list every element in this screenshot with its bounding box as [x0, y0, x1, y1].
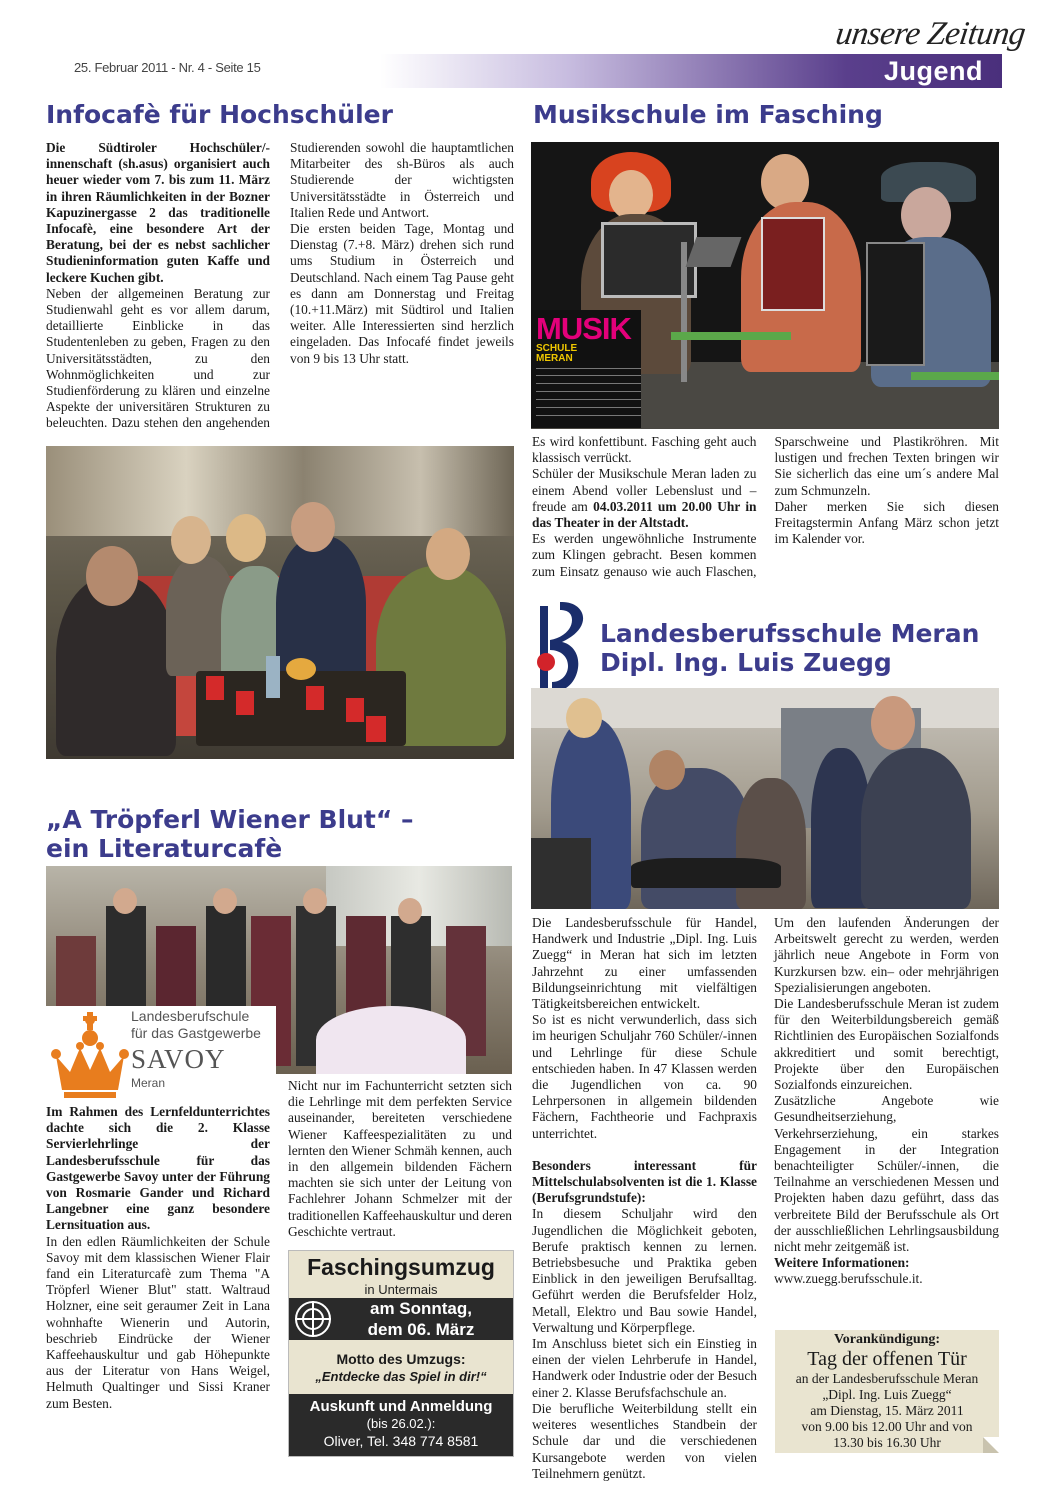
article-lead: Im Rahmen des Lernfeldunterrichtes dachte sich die 2. Klasse Servierlehrlinge der Landesberufsschule für das Gastgewerbe Savoy unter der Führung von Rosmarie Gander und Richard Langebner eine ganz besondere Lernsituation aus.	[46, 1104, 270, 1233]
paragraph: Es werden ungewöhnliche Instrumente zum Klingen gebracht. Besen kommen zum Einsatz genauso wie auch Flaschen, Sparschweine und Plastikröhren. Mit lustigen und frechen Texten bringen wir Sie sicherlich das eine um´s andere Mal zum Schmunzeln.	[532, 434, 999, 579]
title-line: „A Tröpferl Wiener Blut“ –	[46, 805, 414, 834]
ad-info-contact: Oliver, Tel. 348 774 8581	[323, 1433, 479, 1449]
logo-text: für das Gastgewerbe	[131, 1025, 261, 1041]
logo-text: Landesberufschule	[131, 1008, 250, 1024]
paragraph: Die berufliche Weiterbildung stellt ein weiteres wesentliches Standbein der Schule dar und die verschiedenen Kursangebote werden von vielen Teilnehmern genützt.	[532, 1400, 757, 1481]
article-title: Infocafè für Hochschüler	[46, 100, 393, 129]
article-body-col1	[46, 1104, 270, 1412]
paragraph: Nicht nur im Fachunterricht setzten sich die Lehrlinge mit dem perfekten Service auseinander, bereiteten verschiedene Wiener Kaffeespezialitäten zu und lernten den Wiener Schmäh kennen, auch in den allgemein bildenden Fächern machten sie sich unter der Leitung von Fachlehrer Johann Schmelzer mit der traditionellen Kaffeehauskultur und deren Geschichte vertraut.	[288, 1078, 512, 1239]
ad-place: in Untermais	[364, 1282, 438, 1297]
article-body	[532, 434, 999, 582]
article-title: Musikschule im Fasching	[533, 100, 883, 129]
ad-line: 13.30 bis 16.30 Uhr	[833, 1435, 941, 1450]
ad-title: Faschingsumzug	[307, 1254, 495, 1280]
paragraph: Daher merken Sie sich diesen Freitagstermin Anfang März schon jetzt im Kalender vor.	[774, 498, 999, 547]
ad-date	[329, 1298, 513, 1340]
paragraph: Es wird konfettibunt. Fasching geht auch klassisch verrückt.	[532, 434, 757, 466]
target-icon	[293, 1299, 333, 1339]
event-date: 04.03.2011 um 20.00 Uhr in das Theater in der Altstadt.	[532, 498, 757, 531]
paragraph: In den edlen Räumlichkeiten der Schule Savoy mit dem klassischen Wiener Flair fand ein Literaturcafè zum Thema "A Tröpferl Wiener Blut" statt. Waltraud Holzner, eine seit geraumer Zeit in Lana wohnhafte Wienerin und Autorin, beschrieb Eindrücke der Wiener Kaffeehauskultur und gab Höhepunkte aus der Literatur von Hans Weigel, Helmuth Qualtinger und Sissi Kraner zum Besten.	[46, 1233, 270, 1411]
logo-city: Meran	[131, 1076, 166, 1090]
more-info-label: Weitere Informationen:	[774, 1255, 910, 1271]
website-link[interactable]: www.zuegg.berufsschule.it.	[774, 1271, 923, 1287]
ad-line: am Dienstag, 15. März 2011	[810, 1403, 964, 1418]
ad-info-title: Auskunft und Anmeldung	[309, 1398, 493, 1415]
article-title	[46, 805, 414, 863]
ad-motto-label: Motto des Umzugs:	[336, 1351, 466, 1367]
ad-line: von 9.00 bis 12.00 Uhr and von	[801, 1419, 973, 1434]
ad-date-line: am Sonntag,	[369, 1299, 472, 1318]
paragraph: Im Anschluss bietet sich ein Einstieg in einen der vielen Lehrberufe in Handel, Handwerk oder Industrie oder der Besuch einer 2. Klasse Berufsfachschule an.	[532, 1336, 757, 1400]
title-line: Landesberufsschule Meran	[600, 619, 980, 648]
logo-text: MERAN	[536, 353, 573, 364]
title-line: ein Literaturcafè	[46, 834, 283, 863]
paragraph: Zusätzliche Angebote wie Gesundheitserziehung, Verkehrserziehung, ein starkes Engagement in der Integration benachteiligter Schüler/-innen, die Teilnahme an verschiedenen Messen und Projekten haben dazu geführt, dass das verbreitete Bild der Berufsschule als Ort der ausschließlichen Lehrlingsausbildung nicht mehr zeitgemäß ist.	[774, 1093, 999, 1255]
page-curl	[983, 1437, 999, 1453]
ad-motto: „Entdecke das Spiel in dir!“	[315, 1369, 487, 1384]
ad-faschingsumzug	[288, 1250, 514, 1457]
section-title: Jugend	[884, 56, 984, 86]
article-body-col2	[288, 1078, 512, 1240]
article-body-col2	[774, 915, 999, 1288]
school-logo-icon	[532, 598, 594, 696]
logo-text: MUSIK	[536, 311, 631, 346]
photo-musicians-stage	[531, 142, 999, 429]
paragraph: So ist es nicht verwunderlich, dass sich im heurigen Schuljahr 760 Schüler/-innen und Lehrlinge für diese Schule entschieden haben. In 47 Klassen werden die Jugendlichen von ca. 90 Lehrpersonen in allgemein bildenden Fächern, Fachtheorie und Fachpraxis unterrichtet.	[532, 1012, 757, 1141]
title-line: Dipl. Ing. Luis Zuegg	[600, 648, 892, 677]
ad-kicker: Vorankündigung:	[833, 1332, 941, 1347]
article-body	[46, 140, 514, 440]
ad-date-line: dem 06. März	[367, 1320, 475, 1339]
savoy-logo	[46, 1006, 276, 1100]
paragraph: Die Landesberufsschule für Handel, Handwerk und Industrie „Dipl. Ing. Luis Zuegg“ in Meran hat sich im letzten Jahrzehnt zu einer umfassenden Bildungseinrichtung mit vielfältigen Tätigkeitsbereichen entwickelt.	[532, 915, 757, 1012]
dateline: 25. Februar 2011 - Nr. 4 - Seite 15	[74, 60, 261, 75]
article-title	[600, 619, 979, 677]
crown-icon	[50, 1008, 130, 1100]
ad-title: Tag der offenen Tür	[807, 1348, 967, 1370]
ad-tag-der-offenen-tuer	[775, 1330, 999, 1453]
photo-students-infocafe	[46, 446, 514, 759]
paragraph: Neben der allgemeinen Beratung zur Studienwahl geht es vor allem darum, detaillierte Einblicke in das Studentenleben zu geben, Fragen zu den Universitätsstädten, zu den Wohnmöglichkeiten und zur Studienförderung zu klären und einzelne Aspekte der universitären Strukturen zu beleuchten. Dazu stehen den angehenden Studierenden sowohl die hauptamtlichen Mitarbeiter des sh-Büros als auch Studierende der wichtigsten Universitätsstädte in Österreich und Italien Rede und Antwort.	[46, 140, 514, 431]
paragraph: Um den laufenden Änderungen der Arbeitswelt gerecht zu werden, werden jährlich neue Angebote in Form von Kurzkursen bzw. ein– oder mehrjährigen Spezialisierungen angeboten.	[774, 915, 999, 995]
paragraph: Die Landesberufsschule Meran ist zudem für den Weiterbildungsbereich gemäß Richtlinien des Europäischen Sozialfonds akkreditiert und somit berechtigt, Projekte über den Europäischen Sozialfonds einzureichen.	[774, 996, 999, 1093]
ad-line: an der Landesberufsschule Meran	[795, 1371, 979, 1386]
photo-workshop	[531, 688, 999, 909]
article-lead: Die Südtiroler Hochschüler/-innenschaft (sh.asus) organisiert auch heuer wieder vom 7. bis zum 11. März in ihren Räumlichkeiten in der Bozner Kapuzinergasse 2 das traditionelle Infocafè, eine besondere Art der Beratung, bei der es nebst sachlicher Studieninformation guten Kaffe und leckere Kuchen gibt.	[46, 140, 270, 285]
paragraph: Schüler der Musikschule Meran laden zu einem Abend voller Lebenslust und –freude am	[532, 466, 757, 514]
paragraph: Die ersten beiden Tage, Montag und Dienstag (7.+8. März) drehen sich rund ums Studium in Österreich und Deutschland. Nach einem Tag Pause geht es dann am Donnerstag und Freitag (10.+11.März) mit Südtirol und Italien weiter. Alle Interessierten sind herzlich eingeladen. Das Infocafé findet jeweils von 9 bis 13 Uhr statt.	[290, 221, 514, 366]
paragraph: In diesem Schuljahr wird den Jugendlichen die Möglichkeit geboten, Berufe praktisch kennen zu lernen. Betriebsbesuche und Praktika geben Einblick in den jeweiligen Berufsalltag. Geführt werden die Berufsfelder Holz, Metall, Elektro und Bau sowie Handel, Verwaltung und Körperpflege.	[532, 1206, 757, 1335]
masthead-logo: unsere Zeitung	[833, 16, 1028, 52]
subheading: Besonders interessant für Mittelschulabsolventen ist die 1. Klasse (Berufsgrundstufe):	[532, 1157, 757, 1206]
ad-info-deadline: (bis 26.02.):	[366, 1416, 436, 1431]
logo-name: SAVOY	[131, 1044, 226, 1074]
article-body-col1	[532, 915, 757, 1482]
musikschule-logo	[536, 311, 641, 416]
logo-text: SCHULE	[536, 343, 578, 354]
ad-line: „Dipl. Ing. Luis Zuegg“	[822, 1387, 952, 1402]
